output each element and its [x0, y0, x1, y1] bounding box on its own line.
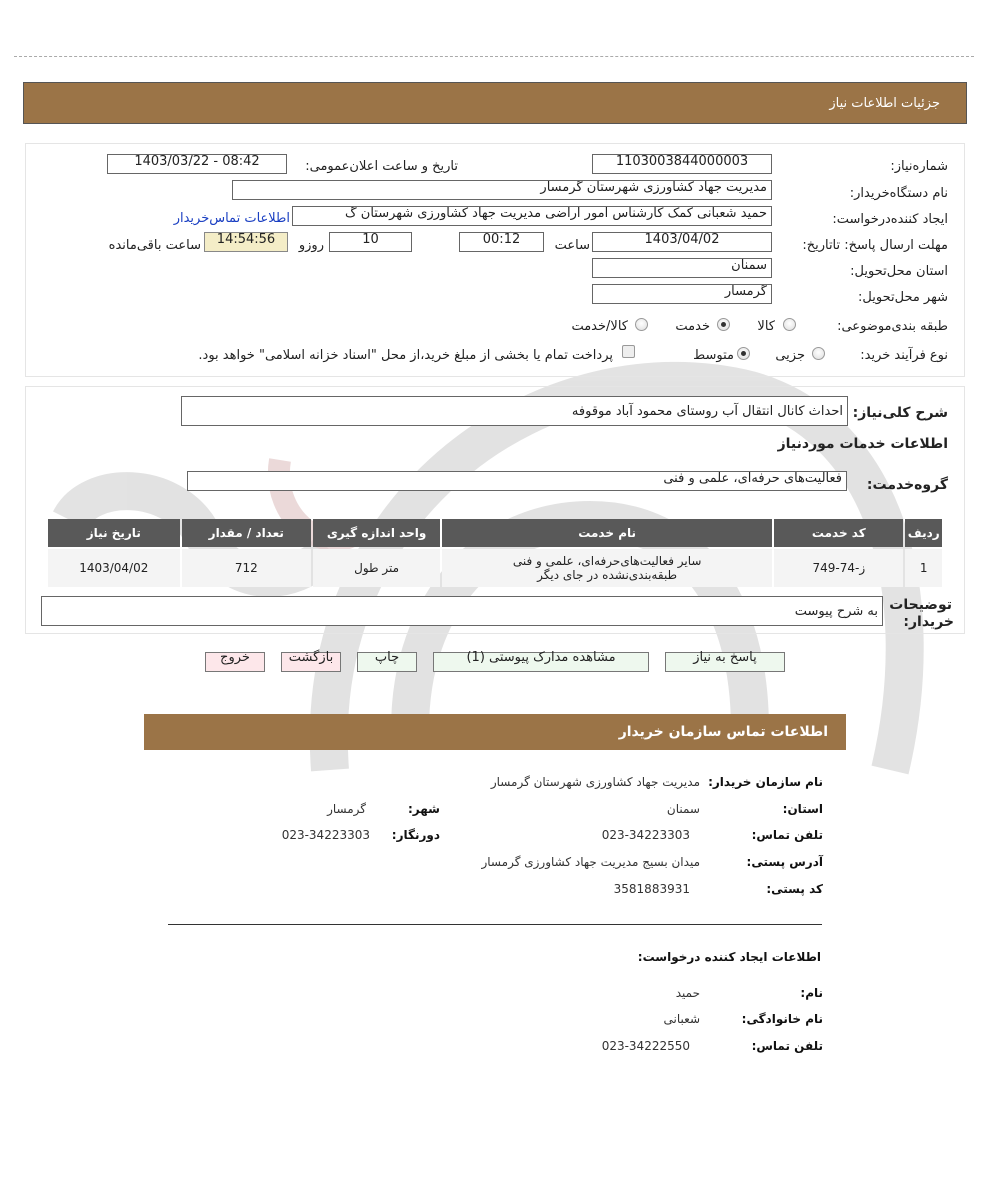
- category-goods-radio[interactable]: [783, 318, 796, 331]
- reply-button[interactable]: پاسخ به نیاز: [665, 652, 785, 672]
- province-field[interactable]: سمنان: [592, 258, 772, 278]
- process-medium-label: متوسط: [693, 348, 734, 363]
- announce-datetime-field[interactable]: 1403/03/22 - 08:42: [107, 154, 287, 174]
- category-service-radio[interactable]: [717, 318, 730, 331]
- deadline-date-field[interactable]: 1403/04/02: [592, 232, 772, 252]
- category-service-label: خدمت: [675, 319, 710, 334]
- postal-value: 3581883931: [613, 882, 690, 896]
- days-label: روزو: [298, 238, 324, 253]
- top-divider: [14, 56, 974, 57]
- contact-divider: [168, 924, 822, 925]
- col-code: کد خدمت: [774, 519, 903, 547]
- notes-field[interactable]: به شرح پیوست: [41, 596, 883, 626]
- exit-button[interactable]: خروج: [205, 652, 265, 672]
- group-field[interactable]: فعالیت‌های حرفه‌ای، علمی و فنی: [187, 471, 847, 491]
- process-medium-radio[interactable]: [737, 347, 750, 360]
- process-minor-radio[interactable]: [812, 347, 825, 360]
- creator-field[interactable]: حمید شعبانی کمک کارشناس امور اراضی مدیریت جهاد کشاورزی شهرستان گ: [292, 206, 772, 226]
- col-qty: تعداد / مقدار: [182, 519, 311, 547]
- cell-unit: متر طول: [313, 549, 440, 587]
- page-header: [23, 82, 967, 124]
- province-label: استان محل‌تحویل:: [850, 264, 948, 279]
- col-name: نام خدمت: [442, 519, 772, 547]
- col-date: تاریخ نیاز: [48, 519, 180, 547]
- requester-name-value: حمید: [675, 986, 700, 1000]
- remaining-timer: 14:54:56: [204, 232, 288, 252]
- announce-label: تاریخ و ساعت اعلان‌عمومی:: [305, 159, 458, 174]
- notes-label-line2: خریدار:: [903, 614, 954, 630]
- deadline-time-field[interactable]: 00:12: [459, 232, 544, 252]
- category-goods-label: کالا: [757, 319, 775, 334]
- services-table: [46, 517, 944, 589]
- postal-label: کد پستی:: [766, 882, 823, 896]
- category-both-radio[interactable]: [635, 318, 648, 331]
- cell-code: ز-74-749: [774, 549, 903, 587]
- org-label: نام سازمان خریدار:: [708, 775, 823, 789]
- payment-note: پرداخت تمام یا بخشی از مبلغ خرید،از محل "اسناد خزانه اسلامی" خواهد بود.: [198, 348, 613, 363]
- cell-row: 1: [905, 549, 942, 587]
- requester-phone-value: 023-34222550: [601, 1039, 690, 1053]
- process-label: نوع فرآیند خرید:: [860, 348, 948, 363]
- notes-label-line1: توضیحات: [889, 597, 952, 613]
- fax-value: 023-34223303: [281, 828, 370, 842]
- city-label: شهر محل‌تحویل:: [858, 290, 948, 305]
- time-label: ساعت: [554, 238, 590, 253]
- address-label: آدرس پستی:: [746, 855, 823, 869]
- requester-family-label: نام خانوادگی:: [741, 1012, 823, 1026]
- phone-value: 023-34223303: [601, 828, 690, 842]
- contact-city-value: گرمسار: [327, 802, 366, 816]
- cell-name-line1: سایر فعالیت‌های‌حرفه‌ای، علمی و فنی: [512, 554, 702, 568]
- address-value: میدان بسیج مدیریت جهاد کشاورزی گرمسار: [481, 855, 700, 869]
- attachments-button[interactable]: مشاهده مدارک پیوستی (1): [433, 652, 649, 672]
- contact-header: [144, 714, 846, 750]
- cell-qty: 712: [182, 549, 311, 587]
- summary-label: شرح کلی‌نیاز:: [852, 405, 948, 421]
- need-number-label: شماره‌نیاز:: [890, 159, 948, 174]
- requester-title: اطلاعات ایجاد کننده درخواست:: [637, 950, 821, 964]
- request-info-panel: [25, 143, 965, 377]
- cell-date: 1403/04/02: [48, 549, 180, 587]
- org-value: مدیریت جهاد کشاورزی شهرستان گرمسار: [490, 775, 700, 789]
- process-minor-label: جزیی: [775, 348, 805, 363]
- cell-name: [442, 549, 772, 587]
- table-header-row: [48, 519, 942, 547]
- fax-label: دورنگار:: [391, 828, 440, 842]
- remaining-label: ساعت باقی‌مانده: [108, 238, 201, 253]
- buyer-field[interactable]: مدیریت جهاد کشاورزی شهرستان گرمسار: [232, 180, 772, 200]
- requester-name-label: نام:: [800, 986, 823, 1000]
- treasury-checkbox[interactable]: [622, 345, 635, 358]
- services-title: اطلاعات خدمات موردنیاز: [777, 436, 948, 452]
- contact-province-value: سمنان: [666, 802, 700, 816]
- phone-label: تلفن تماس:: [751, 828, 823, 842]
- requester-phone-label: تلفن تماس:: [751, 1039, 823, 1053]
- back-button[interactable]: بازگشت: [281, 652, 341, 672]
- group-label: گروه‌خدمت:: [866, 477, 948, 493]
- deadline-label: مهلت ارسال پاسخ: تاتاریخ:: [802, 238, 948, 253]
- contact-title: اطلاعات تماس سازمان خریدار: [618, 724, 828, 740]
- col-row: ردیف: [905, 519, 942, 547]
- city-field[interactable]: گرمسار: [592, 284, 772, 304]
- col-unit: واحد اندازه گیری: [313, 519, 440, 547]
- need-number-field[interactable]: 1103003844000003: [592, 154, 772, 174]
- buyer-contact-link[interactable]: اطلاعات تماس‌خریدار: [173, 211, 290, 226]
- contact-province-label: استان:: [782, 802, 823, 816]
- cell-name-line2: طبقه‌بندی‌نشده در جای دیگر: [537, 568, 678, 582]
- print-button[interactable]: چاپ: [357, 652, 417, 672]
- contact-city-label: شهر:: [408, 802, 440, 816]
- table-row: [48, 549, 942, 587]
- creator-label: ایجاد کننده‌درخواست:: [832, 212, 948, 227]
- page-title: جزئیات اطلاعات نیاز: [829, 96, 940, 111]
- category-both-label: کالا/خدمت: [571, 319, 628, 334]
- buyer-label: نام دستگاه‌خریدار:: [849, 186, 948, 201]
- category-label: طبقه بندی‌موضوعی:: [837, 319, 948, 334]
- summary-field[interactable]: احداث کانال انتقال آب روستای محمود آباد موقوفه: [181, 396, 848, 426]
- days-field[interactable]: 10: [329, 232, 412, 252]
- requester-family-value: شعبانی: [663, 1012, 700, 1026]
